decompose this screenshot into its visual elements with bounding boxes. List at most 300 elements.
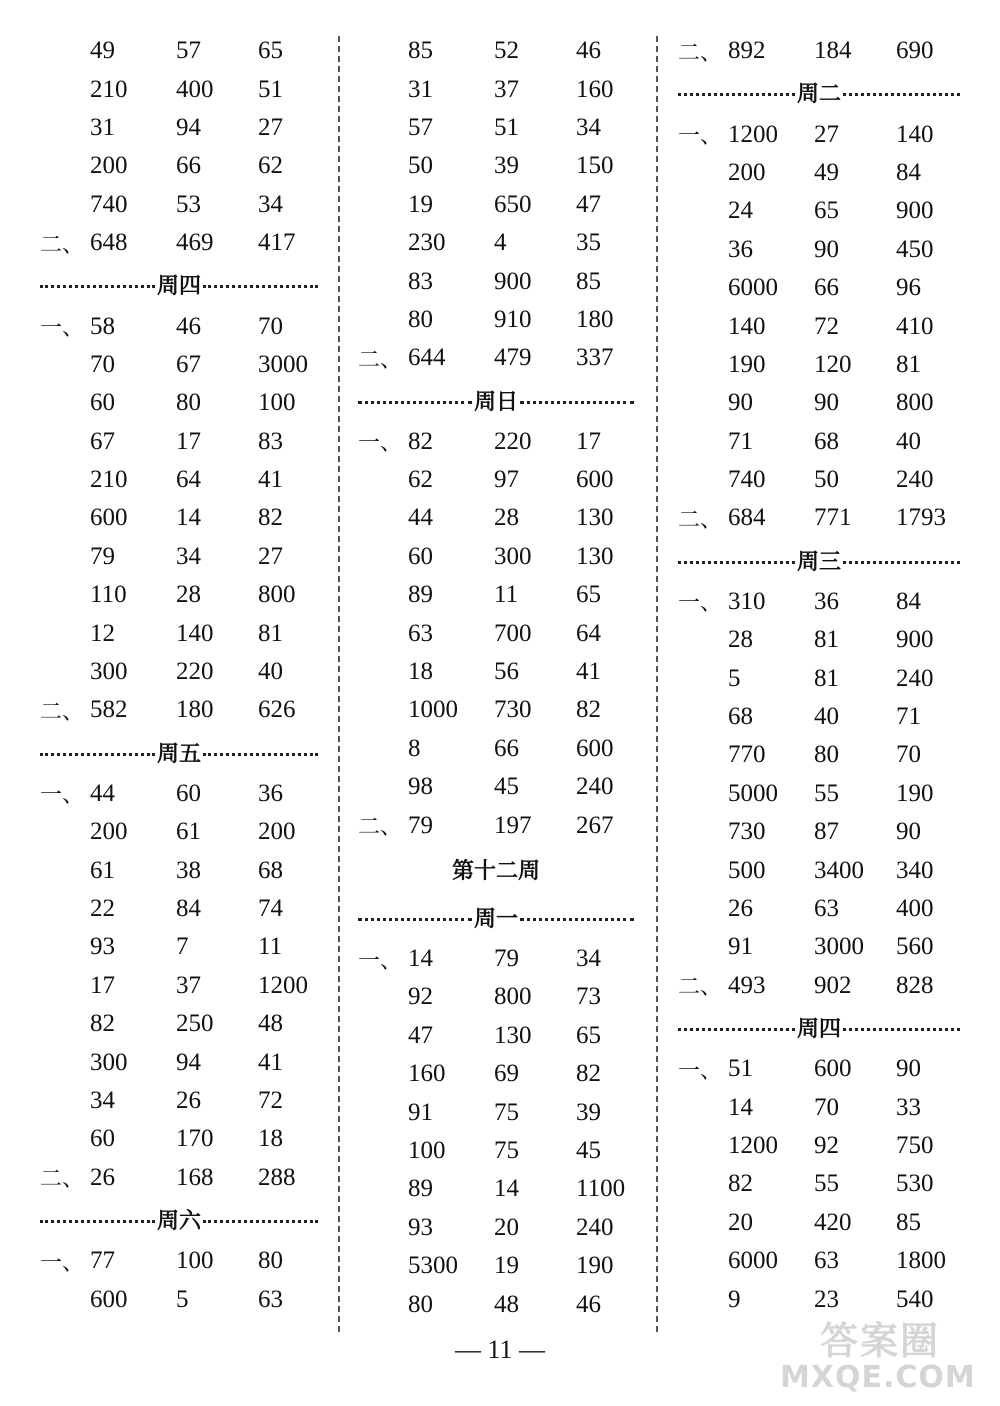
answer-value: 73 <box>576 983 601 1011</box>
answer-value: 4 <box>494 229 507 257</box>
answer-value: 49 <box>90 37 115 65</box>
column-divider <box>338 36 340 1332</box>
answer-value: 190 <box>728 350 766 378</box>
answer-value: 91 <box>408 1098 433 1126</box>
answer-value: 168 <box>176 1163 214 1191</box>
answer-value: 500 <box>728 856 766 884</box>
answer-row <box>40 653 318 691</box>
answer-value: 600 <box>90 504 128 532</box>
answer-value: 94 <box>176 1048 201 1076</box>
answer-value: 85 <box>896 1208 921 1236</box>
answer-value: 31 <box>90 113 115 141</box>
answer-value: 50 <box>814 466 839 494</box>
answer-value: 12 <box>90 619 115 647</box>
answer-value: 80 <box>176 389 201 417</box>
answer-row <box>40 109 318 147</box>
answer-value: 582 <box>90 696 128 724</box>
answer-value: 67 <box>90 427 115 455</box>
answer-value: 80 <box>258 1247 283 1275</box>
question-label: 一、 <box>40 1250 85 1276</box>
answer-value: 420 <box>814 1208 852 1236</box>
answer-value: 36 <box>258 779 283 807</box>
answer-value: 46 <box>176 312 201 340</box>
answer-row <box>678 1088 960 1126</box>
answer-value: 89 <box>408 1175 433 1203</box>
dotted-rule <box>520 918 634 921</box>
answer-row <box>358 1093 634 1131</box>
answer-value: 64 <box>576 619 601 647</box>
answer-value: 288 <box>258 1163 296 1191</box>
answer-row <box>40 813 318 851</box>
answer-value: 828 <box>896 971 934 999</box>
answer-row <box>358 1132 634 1170</box>
answer-value: 71 <box>728 427 753 455</box>
answer-value: 52 <box>494 37 519 65</box>
answer-value: 560 <box>896 933 934 961</box>
answer-value: 200 <box>258 818 296 846</box>
answer-value: 140 <box>896 120 934 148</box>
answer-row <box>678 346 960 384</box>
answer-value: 180 <box>176 696 214 724</box>
answer-value: 85 <box>576 267 601 295</box>
answer-row <box>678 583 960 621</box>
answer-value: 200 <box>90 818 128 846</box>
answer-row <box>358 1055 634 1093</box>
answer-row <box>678 307 960 345</box>
answer-value: 267 <box>576 811 614 839</box>
answer-value: 180 <box>576 305 614 333</box>
answer-row <box>40 1120 318 1158</box>
answer-value: 68 <box>258 856 283 884</box>
question-label: 一、 <box>678 591 723 617</box>
answer-value: 337 <box>576 344 614 372</box>
answer-value: 84 <box>176 895 201 922</box>
answer-row <box>358 70 634 108</box>
answer-row <box>40 1082 318 1120</box>
answer-value: 60 <box>90 1125 115 1153</box>
answer-row <box>358 730 634 768</box>
answer-value: 74 <box>258 895 283 922</box>
answer-value: 98 <box>408 773 433 801</box>
answer-row <box>678 736 960 774</box>
answer-value: 684 <box>728 504 766 532</box>
answer-value: 600 <box>576 734 614 762</box>
watermark-url: MXQE.COM <box>780 1360 976 1395</box>
answer-value: 80 <box>408 1290 433 1318</box>
answer-value: 900 <box>896 197 934 225</box>
answer-value: 3000 <box>814 933 864 961</box>
answer-value: 64 <box>176 466 201 494</box>
answer-value: 49 <box>814 158 839 186</box>
answer-row <box>358 186 634 224</box>
answer-value: 62 <box>408 466 433 494</box>
answer-value: 63 <box>814 895 839 922</box>
answer-value: 41 <box>576 658 601 686</box>
answer-value: 27 <box>258 542 283 570</box>
answer-value: 740 <box>728 466 766 494</box>
answer-row <box>678 499 960 537</box>
answer-row <box>358 301 634 339</box>
answer-value: 90 <box>814 389 839 417</box>
answer-value: 34 <box>258 190 283 218</box>
answer-value: 27 <box>258 113 283 141</box>
answer-value: 190 <box>576 1252 614 1280</box>
answer-value: 730 <box>728 818 766 846</box>
answer-value: 97 <box>494 466 519 494</box>
answer-value: 240 <box>896 664 934 692</box>
day-header-label: 周四 <box>157 274 202 300</box>
day-header <box>678 1005 960 1050</box>
answer-value: 910 <box>494 305 532 333</box>
answer-value: 37 <box>494 75 519 103</box>
answer-value: 230 <box>408 229 446 257</box>
question-label: 一、 <box>358 431 403 457</box>
answer-value: 400 <box>896 895 934 922</box>
answer-value: 1200 <box>258 971 308 999</box>
answer-value: 63 <box>408 619 433 647</box>
answer-value: 300 <box>494 542 532 570</box>
answer-value: 63 <box>258 1285 283 1313</box>
answer-row <box>358 224 634 262</box>
day-header <box>358 378 634 423</box>
answer-value: 47 <box>576 190 601 218</box>
answer-row <box>678 115 960 153</box>
answer-value: 644 <box>408 344 446 372</box>
answer-row <box>678 775 960 813</box>
dotted-rule <box>358 918 472 921</box>
answer-value: 800 <box>896 389 934 417</box>
answer-value: 1000 <box>408 696 458 724</box>
answer-value: 750 <box>896 1131 934 1159</box>
answer-value: 66 <box>176 152 201 180</box>
answer-value: 18 <box>408 658 433 686</box>
question-label: 一、 <box>678 1058 723 1084</box>
answer-value: 200 <box>728 158 766 186</box>
answer-value: 100 <box>258 389 296 417</box>
answer-row <box>358 32 634 70</box>
question-label: 二、 <box>40 232 85 258</box>
answer-row <box>40 1242 318 1280</box>
answer-value: 55 <box>814 779 839 807</box>
answer-value: 60 <box>176 779 201 807</box>
answer-row <box>678 269 960 307</box>
answer-value: 91 <box>728 933 753 961</box>
answer-row <box>40 423 318 461</box>
answer-value: 66 <box>494 734 519 762</box>
answer-value: 82 <box>258 504 283 532</box>
answer-value: 20 <box>728 1208 753 1236</box>
answer-value: 8 <box>408 734 421 762</box>
answer-value: 1100 <box>576 1175 626 1203</box>
answer-row <box>40 614 318 652</box>
answer-value: 41 <box>258 466 283 494</box>
answer-value: 34 <box>176 542 201 570</box>
answer-value: 46 <box>576 1290 601 1318</box>
answer-row <box>40 461 318 499</box>
answer-value: 19 <box>408 190 433 218</box>
answer-value: 58 <box>90 312 115 340</box>
answer-value: 35 <box>576 229 601 257</box>
answer-row <box>40 890 318 928</box>
answer-value: 197 <box>494 811 532 839</box>
answer-value: 770 <box>728 741 766 769</box>
answer-value: 800 <box>258 581 296 609</box>
answer-row <box>40 1043 318 1081</box>
answer-value: 65 <box>576 581 601 609</box>
answer-column-2 <box>358 32 634 1324</box>
answer-value: 120 <box>814 350 852 378</box>
answer-value: 75 <box>494 1136 519 1164</box>
answer-value: 902 <box>814 971 852 999</box>
answer-row <box>358 1017 634 1055</box>
answer-value: 57 <box>408 113 433 141</box>
answer-row <box>40 384 318 422</box>
answer-value: 26 <box>728 895 753 922</box>
answer-value: 96 <box>896 274 921 302</box>
question-label: 一、 <box>40 316 85 342</box>
answer-value: 48 <box>494 1290 519 1318</box>
answer-value: 55 <box>814 1170 839 1198</box>
day-header <box>678 70 960 115</box>
day-header <box>40 1197 318 1242</box>
answer-value: 40 <box>814 703 839 731</box>
answer-value: 469 <box>176 229 214 257</box>
answer-value: 80 <box>814 741 839 769</box>
answer-value: 79 <box>90 542 115 570</box>
answer-row <box>678 1204 960 1242</box>
answer-row <box>678 1165 960 1203</box>
answer-value: 71 <box>896 703 921 731</box>
answer-value: 83 <box>258 427 283 455</box>
answer-value: 84 <box>896 158 921 186</box>
answer-row <box>678 231 960 269</box>
question-label: 二、 <box>40 1167 85 1193</box>
answer-row <box>40 967 318 1005</box>
answer-value: 5 <box>176 1285 189 1313</box>
dotted-rule <box>843 1028 960 1031</box>
day-header-label: 周日 <box>474 389 519 415</box>
answer-row <box>40 1005 318 1043</box>
answer-value: 39 <box>494 152 519 180</box>
answer-value: 44 <box>408 504 433 532</box>
answer-value: 740 <box>90 190 128 218</box>
answer-value: 417 <box>258 229 296 257</box>
answer-value: 190 <box>896 779 934 807</box>
answer-value: 92 <box>814 1131 839 1159</box>
answer-value: 28 <box>494 504 519 532</box>
answer-value: 300 <box>90 1048 128 1076</box>
answer-value: 69 <box>494 1060 519 1088</box>
answer-value: 900 <box>896 626 934 654</box>
answer-row <box>678 1127 960 1165</box>
answer-row <box>40 691 318 729</box>
answer-row <box>678 659 960 697</box>
dotted-rule <box>40 753 155 756</box>
answer-value: 11 <box>258 933 283 961</box>
day-header <box>358 895 634 940</box>
answer-value: 3000 <box>258 350 308 378</box>
watermark-text: 答案圈 <box>820 1319 941 1363</box>
answer-row <box>40 775 318 813</box>
answer-value: 70 <box>814 1093 839 1121</box>
dotted-rule <box>520 401 634 404</box>
answer-value: 70 <box>258 312 283 340</box>
answer-value: 530 <box>896 1170 934 1198</box>
answer-value: 19 <box>494 1252 519 1280</box>
answer-row <box>678 384 960 422</box>
answer-row <box>678 154 960 192</box>
answer-value: 479 <box>494 344 532 372</box>
answer-row <box>358 691 634 729</box>
answer-value: 14 <box>408 945 433 972</box>
answer-value: 79 <box>494 945 519 972</box>
answer-value: 493 <box>728 971 766 999</box>
answer-row <box>678 461 960 499</box>
answer-value: 600 <box>90 1285 128 1313</box>
answer-value: 18 <box>258 1125 283 1153</box>
answer-row <box>358 978 634 1016</box>
answer-value: 33 <box>896 1093 921 1121</box>
question-label: 二、 <box>678 975 723 1001</box>
answer-value: 1793 <box>896 504 946 532</box>
answer-value: 250 <box>176 1010 214 1038</box>
answer-value: 5000 <box>728 779 778 807</box>
answer-value: 46 <box>576 37 601 65</box>
answer-value: 82 <box>728 1170 753 1198</box>
answer-value: 140 <box>728 312 766 340</box>
answer-value: 90 <box>814 235 839 263</box>
answer-value: 600 <box>576 466 614 494</box>
answer-row <box>40 1159 318 1197</box>
answer-value: 450 <box>896 235 934 263</box>
dotted-rule <box>203 753 318 756</box>
answer-value: 89 <box>408 581 433 609</box>
answer-value: 38 <box>176 856 201 884</box>
day-header <box>40 262 318 307</box>
answer-value: 220 <box>494 427 532 455</box>
answer-value: 771 <box>814 504 852 532</box>
answer-value: 14 <box>176 504 201 532</box>
answer-value: 23 <box>814 1285 839 1313</box>
answer-row <box>40 307 318 345</box>
answer-value: 220 <box>176 658 214 686</box>
answer-value: 77 <box>90 1247 115 1275</box>
answer-value: 65 <box>258 37 283 65</box>
page-number: — 11 — <box>454 1335 546 1364</box>
answer-value: 75 <box>494 1098 519 1126</box>
answer-value: 90 <box>896 818 921 846</box>
week-title: 第十二周 <box>451 859 540 885</box>
answer-row <box>358 1285 634 1323</box>
answer-value: 53 <box>176 190 201 218</box>
answer-row <box>358 339 634 377</box>
answer-value: 82 <box>90 1010 115 1038</box>
dotted-rule <box>843 561 960 564</box>
answer-row <box>40 346 318 384</box>
answer-row <box>358 768 634 806</box>
answer-value: 36 <box>814 587 839 615</box>
answer-value: 340 <box>896 856 934 884</box>
answer-value: 61 <box>90 856 115 884</box>
answer-value: 300 <box>90 658 128 686</box>
answer-value: 60 <box>408 542 433 570</box>
dotted-rule <box>358 401 472 404</box>
answer-value: 400 <box>176 75 214 103</box>
answer-row <box>40 32 318 70</box>
question-label: 一、 <box>678 124 723 150</box>
day-header <box>678 538 960 583</box>
answer-value: 79 <box>408 811 433 839</box>
answer-value: 14 <box>494 1175 519 1203</box>
answer-row <box>358 423 634 461</box>
dotted-rule <box>203 285 318 288</box>
question-label: 一、 <box>358 948 403 974</box>
answer-row <box>358 614 634 652</box>
answer-value: 66 <box>814 274 839 302</box>
answer-value: 70 <box>896 741 921 769</box>
answer-value: 57 <box>176 37 201 65</box>
answer-value: 730 <box>494 696 532 724</box>
answer-value: 34 <box>576 113 601 141</box>
answer-value: 36 <box>728 235 753 263</box>
answer-column-1 <box>40 32 318 1319</box>
answer-value: 1200 <box>728 1131 778 1159</box>
answer-value: 84 <box>896 587 921 615</box>
answer-value: 310 <box>728 587 766 615</box>
answer-row <box>678 621 960 659</box>
answer-value: 170 <box>176 1125 214 1153</box>
answer-value: 648 <box>90 229 128 257</box>
answer-value: 17 <box>90 971 115 999</box>
answer-row <box>678 967 960 1005</box>
answer-row <box>40 186 318 224</box>
day-header <box>40 730 318 775</box>
answer-value: 83 <box>408 267 433 295</box>
answer-value: 81 <box>258 619 283 647</box>
answer-value: 130 <box>494 1021 532 1049</box>
question-label: 二、 <box>358 815 403 841</box>
answer-value: 85 <box>408 37 433 65</box>
answer-value: 45 <box>576 1136 601 1164</box>
answer-value: 65 <box>576 1021 601 1049</box>
answer-value: 60 <box>90 389 115 417</box>
answer-row <box>678 1242 960 1280</box>
answer-row <box>40 928 318 966</box>
answer-value: 48 <box>258 1010 283 1038</box>
answer-row <box>40 224 318 262</box>
answer-value: 28 <box>176 581 201 609</box>
dotted-rule <box>678 1028 795 1031</box>
answer-value: 240 <box>576 1213 614 1241</box>
answer-row <box>358 538 634 576</box>
answer-value: 110 <box>90 581 127 609</box>
answer-value: 39 <box>576 1098 601 1126</box>
answer-row <box>40 538 318 576</box>
answer-row <box>678 423 960 461</box>
dotted-rule <box>678 561 795 564</box>
answer-value: 93 <box>408 1213 433 1241</box>
answer-value: 26 <box>176 1086 201 1114</box>
answer-row <box>358 109 634 147</box>
answer-value: 140 <box>176 619 214 647</box>
answer-value: 87 <box>814 818 839 846</box>
answer-value: 51 <box>258 75 283 103</box>
answer-row <box>358 940 634 978</box>
answer-row <box>358 262 634 300</box>
answer-value: 27 <box>814 120 839 148</box>
answer-value: 90 <box>896 1055 921 1083</box>
dotted-rule <box>843 93 960 96</box>
